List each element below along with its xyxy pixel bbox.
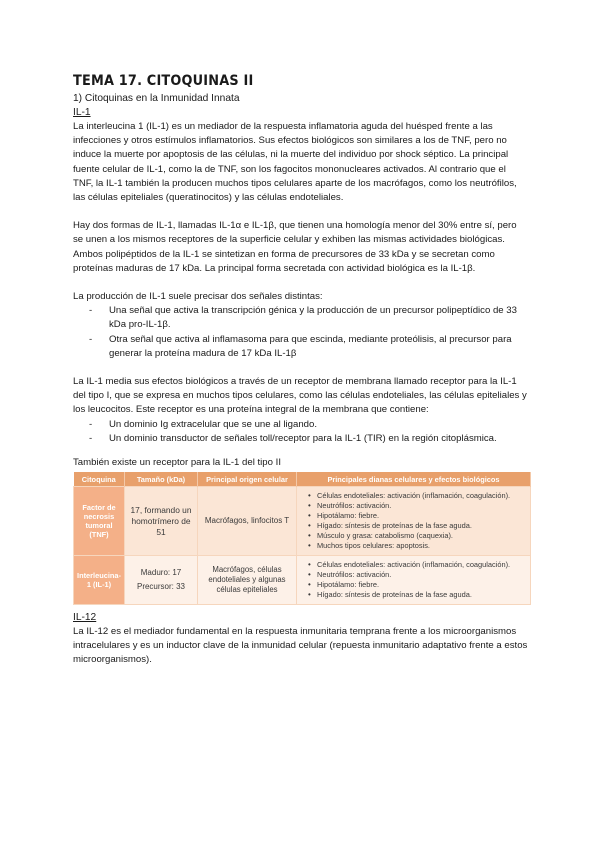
cytokine-targets	[297, 487, 531, 556]
il1-paragraph-4: La IL-1 media sus efectos biológicos a través de un receptor de membrana llamado receptor para la IL-1 del tipo I, que se expresa en muchos tipos celulares, como las células endoteliales, las células epiteliales y los leucocitos. Este receptor es una proteína integral de la membrana que contiene:	[73, 376, 527, 416]
table-row	[74, 556, 531, 605]
target-item: • Neutrófilos: activación.	[317, 501, 524, 511]
col-header-size: Tamaño (kDa)	[125, 472, 198, 487]
section-subtitle: 1) Citoquinas en la Inmunidad Innata	[73, 93, 240, 104]
cytokine-name: Interleucina-1 (IL-1)	[74, 556, 125, 605]
size-precursor: Precursor: 33	[136, 582, 186, 592]
target-item: • Muchos tipos celulares: apoptosis.	[317, 541, 524, 551]
document-page	[73, 73, 528, 668]
target-item: • Hígado: síntesis de proteínas de la fase aguda.	[317, 590, 524, 600]
cytokine-targets	[297, 556, 531, 605]
table-header-row	[74, 472, 531, 487]
il1-heading: IL-1	[73, 107, 91, 118]
cytokine-name: Factor de necrosis tumoral (TNF)	[74, 487, 125, 556]
cytokine-origin: Macrófagos, células endoteliales y algunas células epiteliales	[198, 556, 297, 605]
target-item: • Hipotálamo: fiebre.	[317, 580, 524, 590]
table-caption: También existe un receptor para la IL-1 del tipo II	[73, 457, 281, 469]
il1-paragraph-2: Hay dos formas de IL-1, llamadas IL-1α e IL-1β, que tienen una homología menor del 30% entre sí, pero se unen a los mismos receptores de la superficie celular y exhiben las mismas actividades biológicas. Ambos polipéptidos de la IL-1 se sintetizan en forma de precursores de 33 kDa y se secretan como proteínas maduras de 17 kDa. La principal forma secretada con actividad biológica es la IL-1β.	[73, 220, 517, 274]
cytokine-size: 17, formando un homotrímero de 51	[125, 487, 198, 556]
il1-paragraph-1: La interleucina 1 (IL-1) es un mediador de la respuesta inflamatoria aguda del huésped frente a las infecciones y otros estímulos inflamatorios. Sus efectos biológicos son similares a los de TNF, pero no induce la muerte por apoptosis de las células, ni la muerte del individuo por shock séptico. La principal fuente celular de IL-1, como la de TNF, son los fagocitos mononucleares activados. Al contrario que el TNF, la IL-1 también la producen muchos tipos celulares aparte de los macrófagos, como los neutrófilos, las células epiteliales (queratinocitos) y las células endoteliales.	[73, 121, 517, 204]
page-title: TEMA 17. CITOQUINAS II	[73, 73, 254, 89]
list-item: - Un dominio transductor de señales toll/receptor para la IL-1 (TIR) en la región citoplásmica.	[73, 432, 528, 446]
target-item: • Músculo y grasa: catabolismo (caquexia).	[317, 531, 524, 541]
table-row	[74, 487, 531, 556]
target-item: • Hipotálamo: fiebre.	[317, 511, 524, 521]
size-mature: Maduro: 17	[140, 568, 182, 578]
il1-receptor-list	[73, 418, 528, 446]
list-item: - Un dominio Ig extracelular que se une al ligando.	[73, 418, 528, 432]
list-item: - Una señal que activa la transcripción génica y la producción de un precursor polipeptídico de 33 kDa pro-IL-1β.	[73, 304, 528, 332]
col-header-cytokine: Citoquina	[74, 472, 125, 487]
target-item: • Células endoteliales: activación (inflamación, coagulación).	[317, 560, 524, 570]
target-item: • Neutrófilos: activación.	[317, 570, 524, 580]
cytokine-origin: Macrófagos, linfocitos T	[198, 487, 297, 556]
target-item: • Hígado: síntesis de proteínas de la fase aguda.	[317, 521, 524, 531]
col-header-targets: Principales dianas celulares y efectos biológicos	[297, 472, 531, 487]
col-header-origin: Principal origen celular	[198, 472, 297, 487]
il1-signals-list	[73, 304, 528, 361]
cytokine-table	[73, 472, 531, 605]
il12-heading: IL-12	[73, 612, 97, 624]
cytokine-size	[125, 556, 198, 605]
il1-paragraph-3: La producción de IL-1 suele precisar dos señales distintas:	[73, 291, 323, 303]
target-item: • Células endoteliales: activación (inflamación, coagulación).	[317, 491, 524, 501]
list-item: - Otra señal que activa al inflamasoma para que escinda, mediante proteólisis, al precursor para generar la proteína madura de 17 kDa IL-1β	[73, 333, 528, 361]
il12-paragraph-1: La IL-12 es el mediador fundamental en la respuesta inmunitaria temprana frente a los microorganismos intracelulares y es un inductor clave de la inmunidad celular (repuesta inmunitario adaptativo frente a estos microorganismos).	[73, 626, 528, 666]
